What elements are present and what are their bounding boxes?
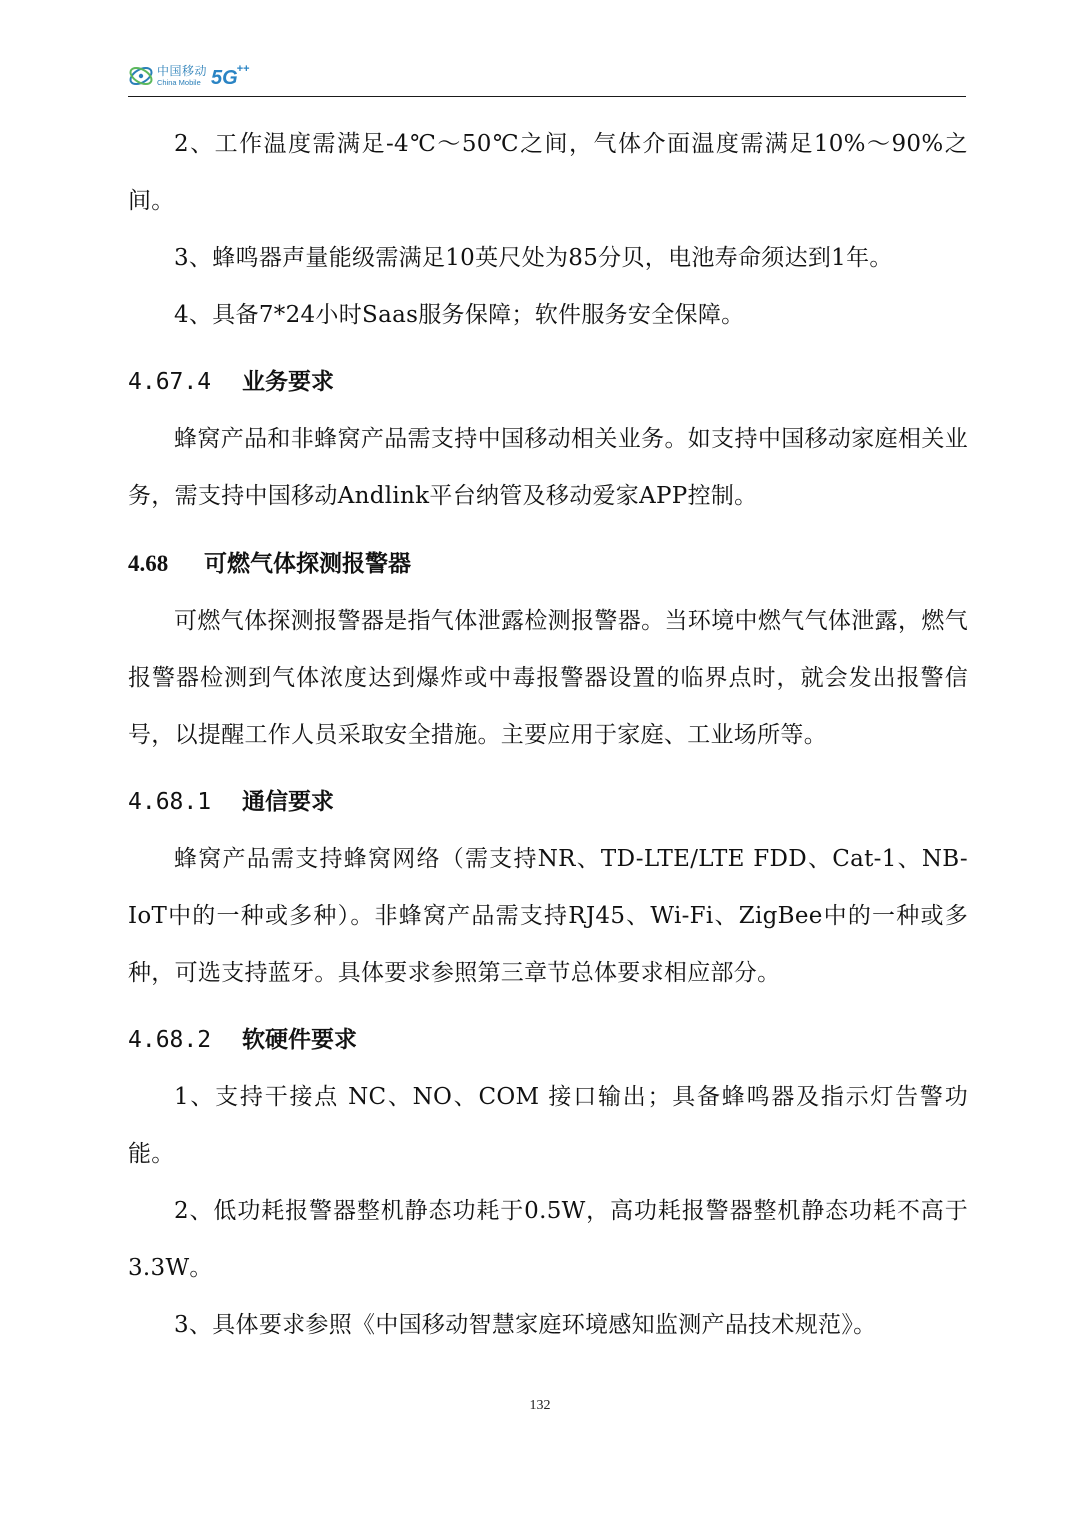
- paragraph-communication-requirements: 蜂窝产品需支持蜂窝网络（需支持NR、TD-LTE/LTE FDD、Cat-1、NB-IoT中的一种或多种）。非蜂窝产品需支持RJ45、Wi-Fi、ZigBee中的一种或多种，可选支持蓝牙。具体要求参照第三章节总体要求相应部分。: [128, 846, 968, 986]
- paragraph-buzzer-volume: 3、蜂鸣器声量能级需满足10英尺处为85分贝，电池寿命须达到1年。: [174, 245, 893, 271]
- section-heading-4-68-2: [128, 1012, 968, 1069]
- section-heading-4-68-1: [128, 774, 968, 831]
- paragraph-reference-spec: 3、具体要求参照《中国移动智慧家庭环境感知监测产品技术规范》。: [174, 1312, 877, 1338]
- section-number: 4.68.2: [128, 1027, 212, 1053]
- logo-5g: 5G: [211, 66, 238, 89]
- section-number: 4.68.1: [128, 789, 212, 815]
- paragraph-operating-temperature: 2、工作温度需满足-4℃～50℃之间，气体介面温度需满足10%～90%之间。: [128, 131, 968, 214]
- section-number: 4.67.4: [128, 369, 212, 395]
- page-number: 132: [529, 1398, 551, 1413]
- section-heading-4-68: [128, 535, 968, 593]
- paragraph-business-requirements: 蜂窝产品和非蜂窝产品需支持中国移动相关业务。如支持中国移动家庭相关业务，需支持中国移动Andlink平台纳管及移动爱家APP控制。: [128, 426, 968, 509]
- section-title: 业务要求: [242, 369, 334, 395]
- paragraph-dry-contact-output: 1、支持干接点 NC、NO、COM 接口输出；具备蜂鸣器及指示灯告警功能。: [128, 1084, 968, 1167]
- section-heading-4-67-4: [128, 354, 968, 411]
- paragraph-saas-service: 4、具备7*24小时Saas服务保障；软件服务安全保障。: [174, 302, 745, 328]
- china-mobile-logo-icon: [128, 63, 154, 89]
- paragraph-power-consumption: 2、低功耗报警器整机静态功耗于0.5W，高功耗报警器整机静态功耗不高于3.3W。: [128, 1198, 968, 1281]
- logo-text: [157, 65, 207, 87]
- section-number: 4.68: [128, 551, 169, 576]
- china-mobile-logo: [128, 60, 250, 92]
- logo-english-name: China Mobile: [157, 78, 201, 88]
- section-title: 可燃气体探测报警器: [204, 551, 411, 577]
- logo-5g-plus: ++: [236, 63, 250, 75]
- section-title: 通信要求: [242, 789, 334, 815]
- document-body: [128, 116, 968, 1354]
- page-header: [128, 58, 966, 97]
- section-title: 软硬件要求: [242, 1027, 357, 1053]
- paragraph-gas-detector-description: 可燃气体探测报警器是指气体泄露检测报警器。当环境中燃气气体泄露，燃气报警器检测到气体浓度达到爆炸或中毒报警器设置的临界点时，就会发出报警信号，以提醒工作人员采取安全措施。主要应用于家庭、工业场所等。: [128, 608, 968, 748]
- logo-chinese-name: 中国移动: [157, 64, 208, 79]
